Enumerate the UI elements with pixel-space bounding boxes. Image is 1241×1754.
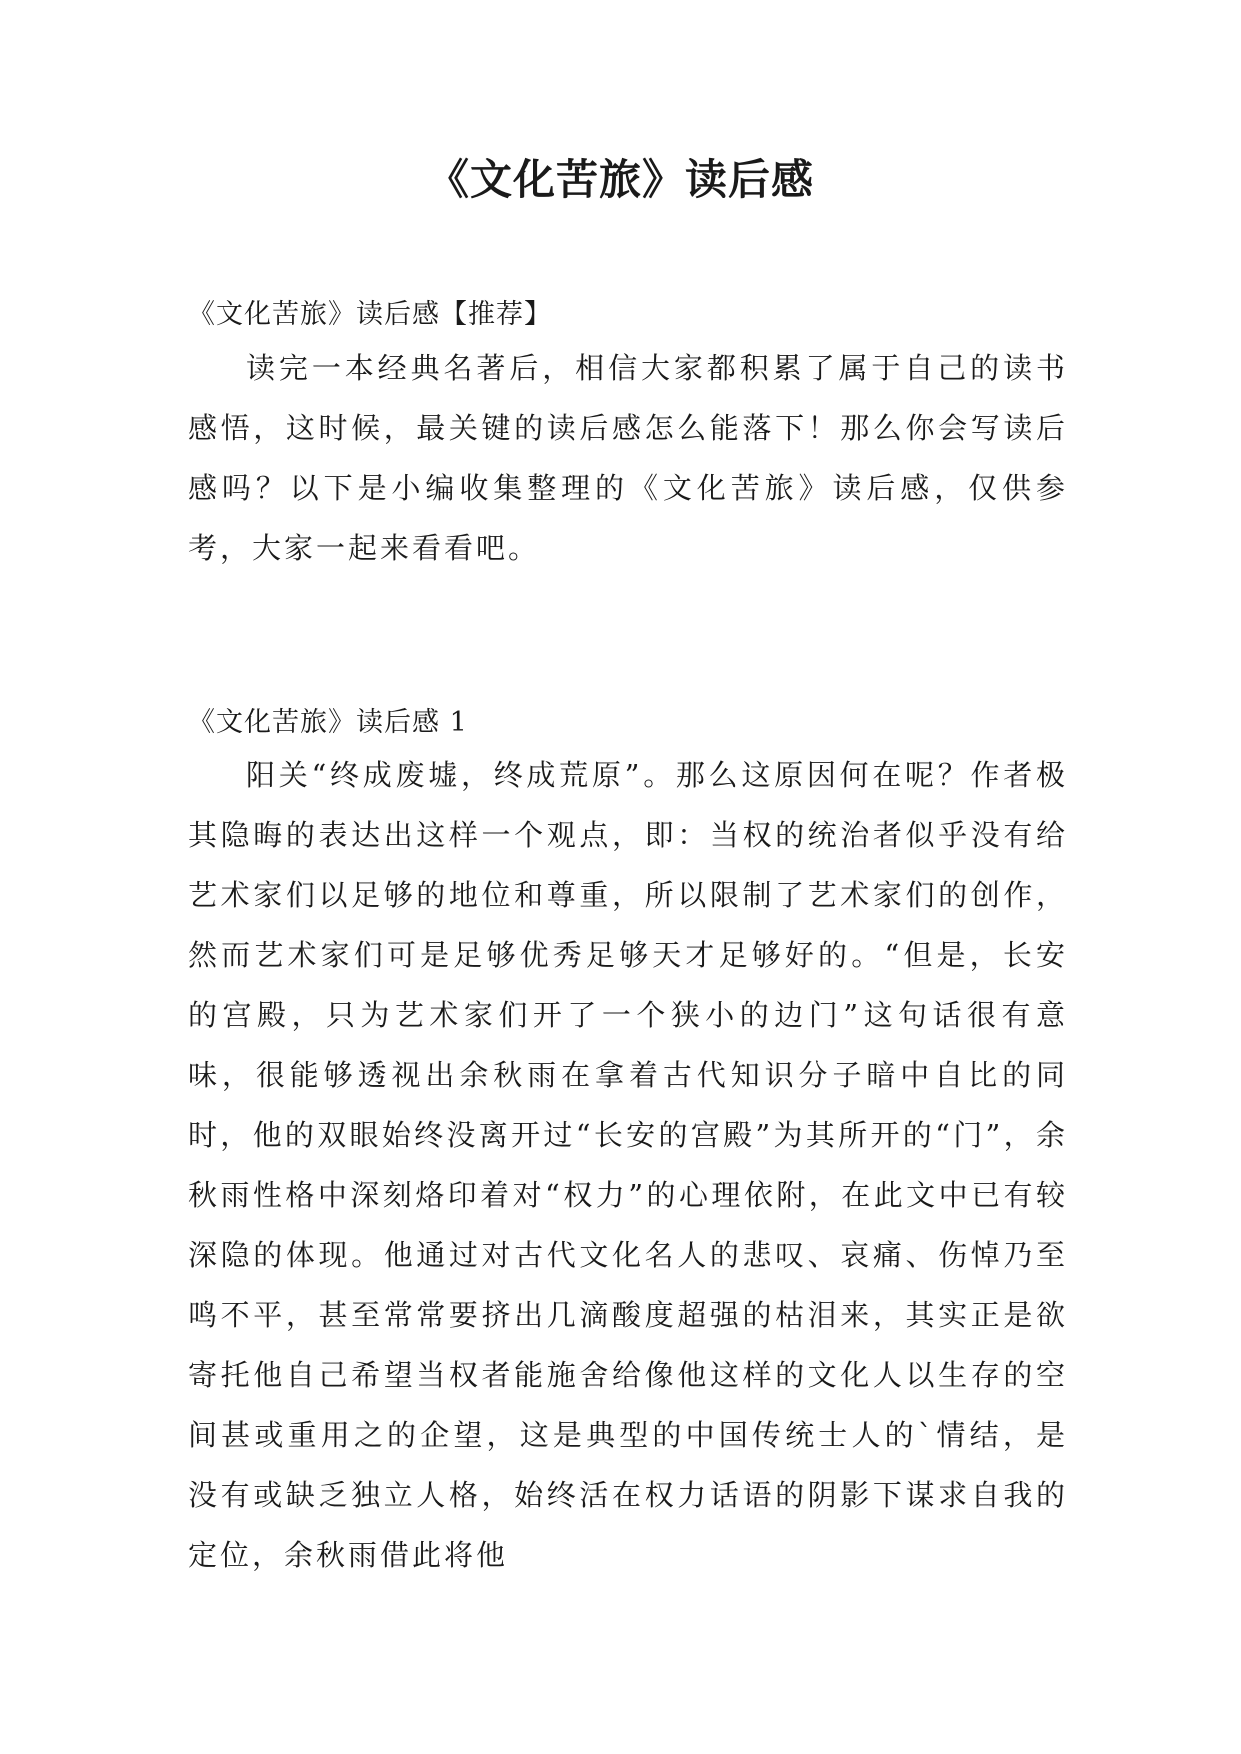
section-heading-recommend: 《文化苦旅》读后感【推荐】 xyxy=(188,299,552,330)
section-body-essay-1 xyxy=(188,745,1068,1585)
section-heading-essay-1: 《文化苦旅》读后感 1 xyxy=(188,707,468,738)
document-title: 《文化苦旅》读后感 xyxy=(426,155,814,204)
essay-1-paragraph: 阳关“终成废墟，终成荒原”。那么这原因何在呢？作者极其隐晦的表达出这样一个观点，即：当权的统治者似乎没有给艺术家们以足够的地位和尊重，所以限制了艺术家们的创作，然而艺术家们可是足够优秀足够天才足够好的。“但是，长安的宫殿，只为艺术家们开了一个狭小的边门”这句话很有意味，很能够透视出余秋雨在拿着古代知识分子暗中自比的同时，他的双眼始终没离开过“长安的宫殿”为其所开的“门”，余秋雨性格中深刻烙印着对“权力”的心理依附，在此文中已有较深隐的体现。他通过对古代文化名人的悲叹、哀痛、伤悼乃至鸣不平，甚至常常要挤出几滴酸度超强的枯泪来，其实正是欲寄托他自己希望当权者能施舍给像他这样的文化人以生存的空间甚或重用之的企望，这是典型的中国传统士人的`情结，是没有或缺乏独立人格，始终活在权力话语的阴影下谋求自我的定位，余秋雨借此将他 xyxy=(188,758,1068,1572)
section-body-intro xyxy=(188,338,1068,578)
intro-paragraph: 读完一本经典名著后，相信大家都积累了属于自己的读书感悟，这时候，最关键的读后感怎么能落下！那么你会写读后感吗？以下是小编收集整理的《文化苦旅》读后感，仅供参考，大家一起来看看吧。 xyxy=(188,351,1068,565)
